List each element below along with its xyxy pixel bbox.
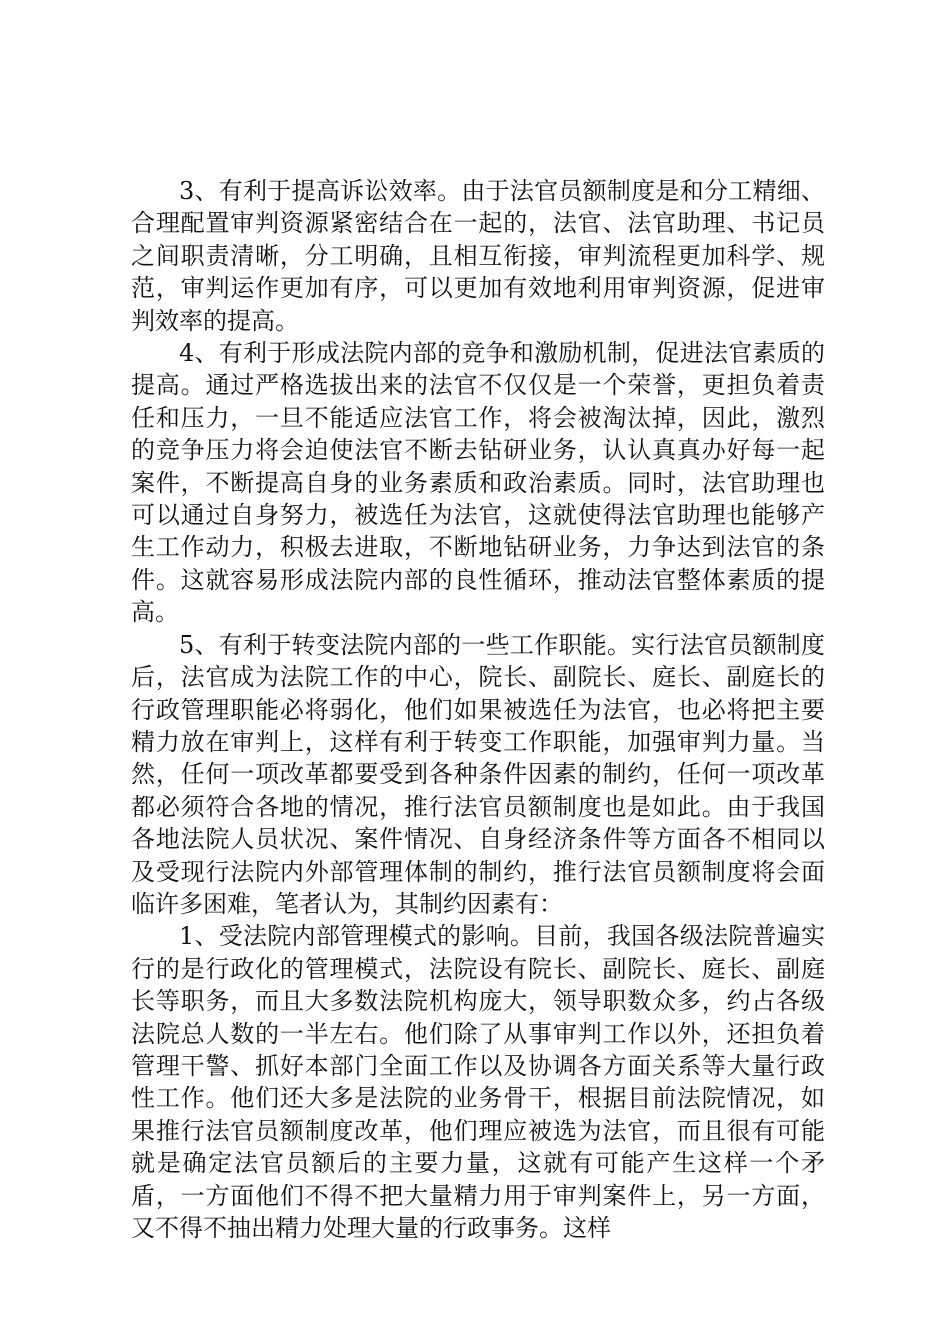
paragraph-5: 5、有利于转变法院内部的一些工作职能。实行法官员额制度后，法官成为法院工作的中心，院长、副院长、庭长、副庭长的行政管理职能必将弱化，他们如果被选任为法官，也必将把主要精力放在审判上，这样有利于转变工作职能，加强审判力量。当然，任何一项改革都要受到各种条件因素的制约，任何一项改革都必须符合各地的情况，推行法官员额制度也是如此。由于我国各地法院人员状况、案件情况、自身经济条件等方面各不相同以及受现行法院内外部管理体制的制约，推行法官员额制度将会面临许多困难，笔者认为，其制约因素有： bbox=[131, 630, 825, 918]
paragraph-4: 4、有利于形成法院内部的竞争和激励机制，促进法官素质的提高。通过严格选拔出来的法官不仅仅是一个荣誉，更担负着责任和压力，一旦不能适应法官工作，将会被淘汰掉，因此，激烈的竞争压力将会迫使法官不断去钻研业务，认认真真办好每一起案件，不断提高自身的业务素质和政治素质。同时，法官助理也可以通过自身努力，被选任为法官，这就使得法官助理也能够产生工作动力，积极去进取，不断地钻研业务，力争达到法官的条件。这就容易形成法院内部的良性循环，推动法官整体素质的提高。 bbox=[131, 339, 825, 627]
document-body bbox=[131, 175, 825, 1244]
paragraph-3: 3、有利于提高诉讼效率。由于法官员额制度是和分工精细、合理配置审判资源紧密结合在一起的，法官、法官助理、书记员之间职责清晰，分工明确，且相互衔接，审判流程更加科学、规范，审判运作更加有序，可以更加有效地利用审判资源，促进审判效率的提高。 bbox=[131, 177, 825, 335]
paragraph-1: 1、受法院内部管理模式的影响。目前，我国各级法院普遍实行的是行政化的管理模式，法院设有院长、副院长、庭长、副庭长等职务，而且大多数法院机构庞大，领导职数众多，约占各级法院总人数的一半左右。他们除了从事审判工作以外，还担负着管理干警、抓好本部门全面工作以及协调各方面关系等大量行政性工作。他们还大多是法院的业务骨干，根据目前法院情况，如果推行法官员额制度改革，他们理应被选为法官，而且很有可能就是确定法官员额后的主要力量，这就有可能产生这样一个矛盾，一方面他们不得不把大量精力用于审判案件上，另一方面，又不得不抽出精力处理大量的行政事务。这样 bbox=[131, 922, 825, 1242]
